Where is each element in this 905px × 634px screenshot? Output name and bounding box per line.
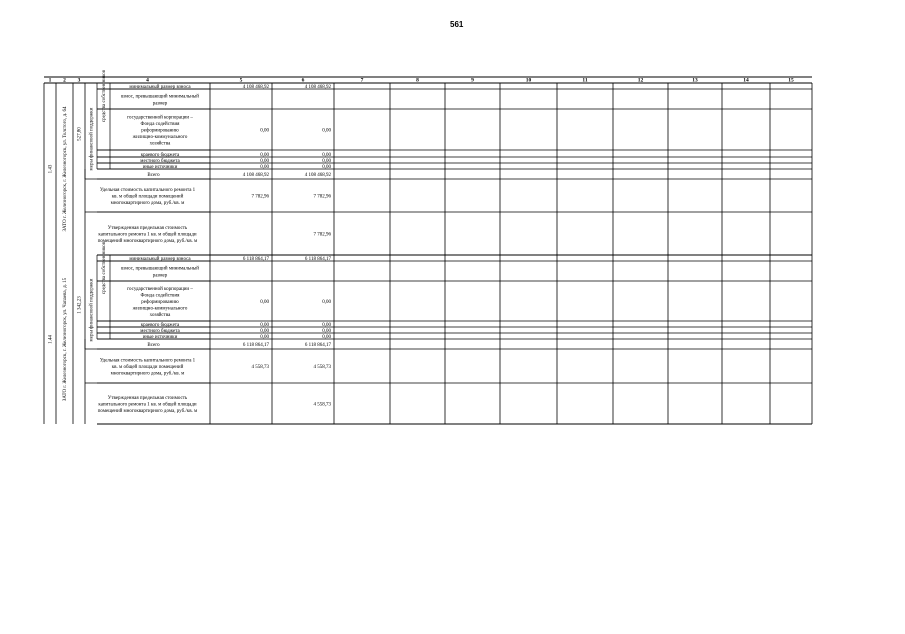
- row-label-total: Всего: [147, 342, 160, 348]
- row-label-fund: государственной корпорации – Фонда содействия реформированию жилищно-коммунального хозяйства: [127, 286, 193, 319]
- column-header-7: 7: [360, 77, 364, 84]
- column-header-5: 5: [239, 77, 243, 84]
- column-header-1: 1: [48, 77, 52, 84]
- column-header-4: 4: [146, 77, 149, 84]
- block-area: 1 342,23: [77, 296, 83, 314]
- page-number: 561: [450, 20, 464, 29]
- value-col5-fund: 0,00: [260, 128, 269, 134]
- value-col5-min_fee: 4 108 468,92: [242, 84, 269, 90]
- value-col6-fund: 0,00: [322, 128, 331, 134]
- value-col6-other: 0,00: [322, 334, 331, 340]
- value-col6-max_cost: 4 558,73: [313, 402, 331, 408]
- value-col5-regional: 0,00: [260, 152, 269, 158]
- value-col5-unit_cost: 4 558,73: [251, 365, 269, 370]
- row-label-total: Всего: [147, 172, 160, 178]
- value-col6-unit_cost: 4 558,73: [313, 365, 331, 370]
- column-header-12: 12: [637, 77, 644, 84]
- value-col5-local: 0,00: [260, 158, 269, 164]
- value-col5-regional: 0,00: [260, 322, 269, 328]
- value-col6-regional: 0,00: [322, 322, 331, 328]
- row-label-regional: краевого бюджета: [140, 322, 180, 328]
- column-header-15: 15: [788, 77, 794, 84]
- column-header-14: 14: [743, 77, 749, 84]
- row-label-unit_cost: Удельная стоимость капитального ремонта 1 кв. м общей площади помещений многоквартирного дома, руб./кв. м: [99, 358, 196, 377]
- value-col6-total: 6 118 864,17: [304, 343, 331, 348]
- row-label-local: местного бюджета: [140, 158, 180, 164]
- value-col5-other: 0,00: [260, 334, 269, 340]
- value-col5-unit_cost: 7 782,96: [251, 194, 269, 200]
- value-col6-min_fee: 6 118 864,17: [304, 256, 331, 262]
- column-header-13: 13: [692, 77, 698, 84]
- block-number: 1.43: [48, 164, 54, 174]
- value-col5-fund: 0,00: [260, 300, 269, 305]
- value-col6-local: 0,00: [322, 158, 331, 164]
- value-col6-other: 0,00: [322, 164, 331, 170]
- row-label-other: иные источники: [142, 334, 178, 340]
- column-header-2: 2: [63, 77, 66, 84]
- row-label-min_fee: минимальный размер взноса: [129, 256, 191, 262]
- column-header-9: 9: [471, 77, 474, 84]
- row-label-local: местного бюджета: [140, 328, 180, 334]
- value-col6-min_fee: 4 108 468,92: [304, 84, 331, 90]
- column-header-6: 6: [301, 77, 305, 84]
- value-col5-local: 0,00: [260, 328, 269, 334]
- value-col5-total: 4 108 468,92: [242, 173, 269, 178]
- row-label-excess_fee: взнос, превышающий минимальный размер: [121, 94, 199, 107]
- row-label-excess_fee: взнос, превышающий минимальный размер: [121, 266, 199, 279]
- value-col6-total: 4 108 468,92: [304, 173, 331, 178]
- value-col6-fund: 0,00: [322, 300, 331, 305]
- value-col6-max_cost: 7 782,96: [313, 232, 331, 238]
- block-area: 527,80: [77, 127, 83, 141]
- column-header-3: 3: [77, 77, 81, 84]
- column-header-11: 11: [582, 77, 588, 84]
- block-address: ЗАТО г. Железногорск, г. Железногорск, ул. Чапаева, д. 15: [63, 277, 68, 402]
- column-header-8: 8: [416, 77, 419, 84]
- group-owner-label: средства собствен ников: [102, 241, 107, 295]
- group-support-label: меры финансовой поддержки: [89, 278, 95, 342]
- value-col6-regional: 0,00: [322, 152, 331, 158]
- row-label-other: иные источники: [142, 164, 178, 170]
- group-support-label: меры финансовой поддержки: [89, 107, 95, 171]
- value-col5-other: 0,00: [260, 164, 269, 170]
- value-col5-min_fee: 6 118 864,17: [242, 256, 269, 262]
- value-col5-total: 6 118 864,17: [242, 343, 269, 348]
- row-label-max_cost: Утвержденная предельная стоимость капитального ремонта 1 кв. м общей площади помещений многоквартирного дома, руб./кв. м: [97, 225, 198, 245]
- block-number: 1.44: [48, 335, 54, 344]
- value-col6-unit_cost: 7 782,96: [313, 194, 331, 200]
- block-address: ЗАТО г. Железногорск, г. Железногорск, ул. Толстого, д. 64: [63, 106, 68, 232]
- row-label-min_fee: минимальный размер взноса: [129, 84, 191, 90]
- row-label-regional: краевого бюджета: [140, 152, 180, 158]
- group-owner-label: средства собствен ников: [102, 69, 107, 123]
- row-label-max_cost: Утвержденная предельная стоимость капитального ремонта 1 кв. м общей площади помещений многоквартирного дома, руб./кв. м: [97, 395, 198, 415]
- row-label-fund: государственной корпорации – Фонда содействия реформированию жилищно-коммунального хозяйства: [127, 115, 193, 147]
- value-col6-local: 0,00: [322, 328, 331, 334]
- row-label-unit_cost: Удельная стоимость капитального ремонта 1 кв. м общей площади помещений многоквартирного дома, руб./кв. м: [99, 187, 196, 207]
- column-header-10: 10: [525, 77, 532, 84]
